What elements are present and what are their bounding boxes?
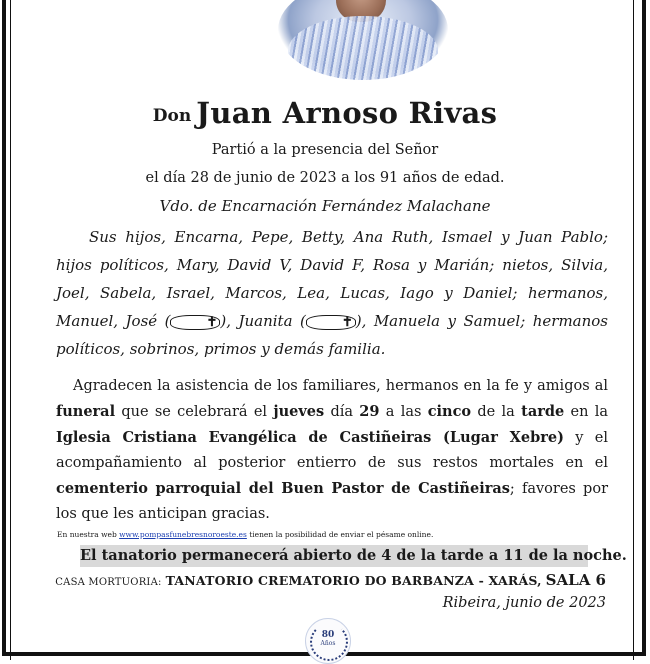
casa-mortuoria-value: TANATORIO CREMATORIO DO BARBANZA - XARÁS, [165,573,542,588]
portrait-photo [278,0,448,80]
name-prefix: Don [152,106,192,126]
tanatorio-hours-banner: El tanatorio permanecerá abierto de 4 de la tarde a 11 de la noche. [80,545,588,567]
casa-mortuoria-line [55,571,606,589]
funeral-text: a las [379,404,428,420]
funeral-period: tarde [521,403,565,420]
anniversary-seal [305,618,351,664]
web-note [57,530,433,539]
funeral-text: en la [564,404,609,420]
funeral-text: día [324,404,360,420]
cross-icon: ✝ [306,315,356,330]
funeral-text: que se celebrará el [115,404,274,420]
place-date: Ribeira, junio de 2023 [442,595,606,611]
web-note-text: tienen la posibilidad de enviar el pésame online. [246,530,434,539]
funeral-date: 29 [359,403,380,420]
family-text-1: Sus hijos, Encarna, Pepe, Betty, Ana Ruth, Ismael y Juan Pablo; hijos políticos, Mary, David V, David F, Rosa y Marián; nietos, Silvia, Joel, Sabela, Israel, Marcos, Lea, Lucas, Iago y Daniel; hermanos, Manuel, José [56,228,608,330]
funeral-text: Agradecen la asistencia de los familiares, hermanos en la fe y amigos al [73,378,608,394]
funeral-church: Iglesia Cristiana Evangélica de Castiñeiras (Lugar Xebre) [56,429,564,446]
cross-icon: ✝ [170,315,220,330]
funeral-text: ; favores por los que les anticipan gracias. [56,481,608,522]
notice-line-1: Partió a la presencia del Señor [211,142,439,158]
funeral-day: jueves [273,403,325,420]
funeral-hour: cinco [427,403,472,420]
casa-mortuoria-label: CASA MORTUORIA: [55,577,162,588]
deceased-name-line [0,96,650,130]
portrait-shirt [288,16,438,80]
notice-line-2: el día 28 de junio de 2023 a los 91 años de edad. [145,170,505,186]
funeral-text: y el acompañamiento al posterior entierro de sus restos mortales en el [56,430,608,471]
website-link[interactable]: www.pompasfunebresnoroeste.es [119,530,247,539]
funeral-bold: funeral [56,403,116,420]
casa-mortuoria-room: SALA 6 [545,571,606,589]
family-paragraph: Sus hijos, Encarna, Pepe, Betty, Ana Ruth, Ismael y Juan Pablo; hijos políticos, Mary, David V, David F, Rosa y Marián; nietos, Silvia, Joel, Sabela, Israel, Marcos, Lea, Lucas, Iago y Daniel; hermanos, Manuel, José ( ✝ ), Juanita ( ✝ ), Manuela y Samuel; hermanos políticos, sobrinos, primos y demás familia. [56,228,609,358]
seal-number: 80 [321,630,335,640]
funeral-text: de la [471,404,522,420]
widower-line: Vdo. de Encarnación Fernández Malachane [159,197,491,215]
family-text-2: , Juanita [226,312,293,330]
family-text-3: , Manuela y Samuel; hermanos políticos, sobrinos, primos y demás familia. [56,312,609,358]
funeral-paragraph [56,374,608,527]
seal-text: Años [320,640,336,647]
deceased-name: Juan Arnoso Rivas [196,96,498,130]
funeral-cemetery: cementerio parroquial del Buen Pastor de Castiñeiras [56,480,510,497]
web-note-text: En nuestra web [57,530,120,539]
